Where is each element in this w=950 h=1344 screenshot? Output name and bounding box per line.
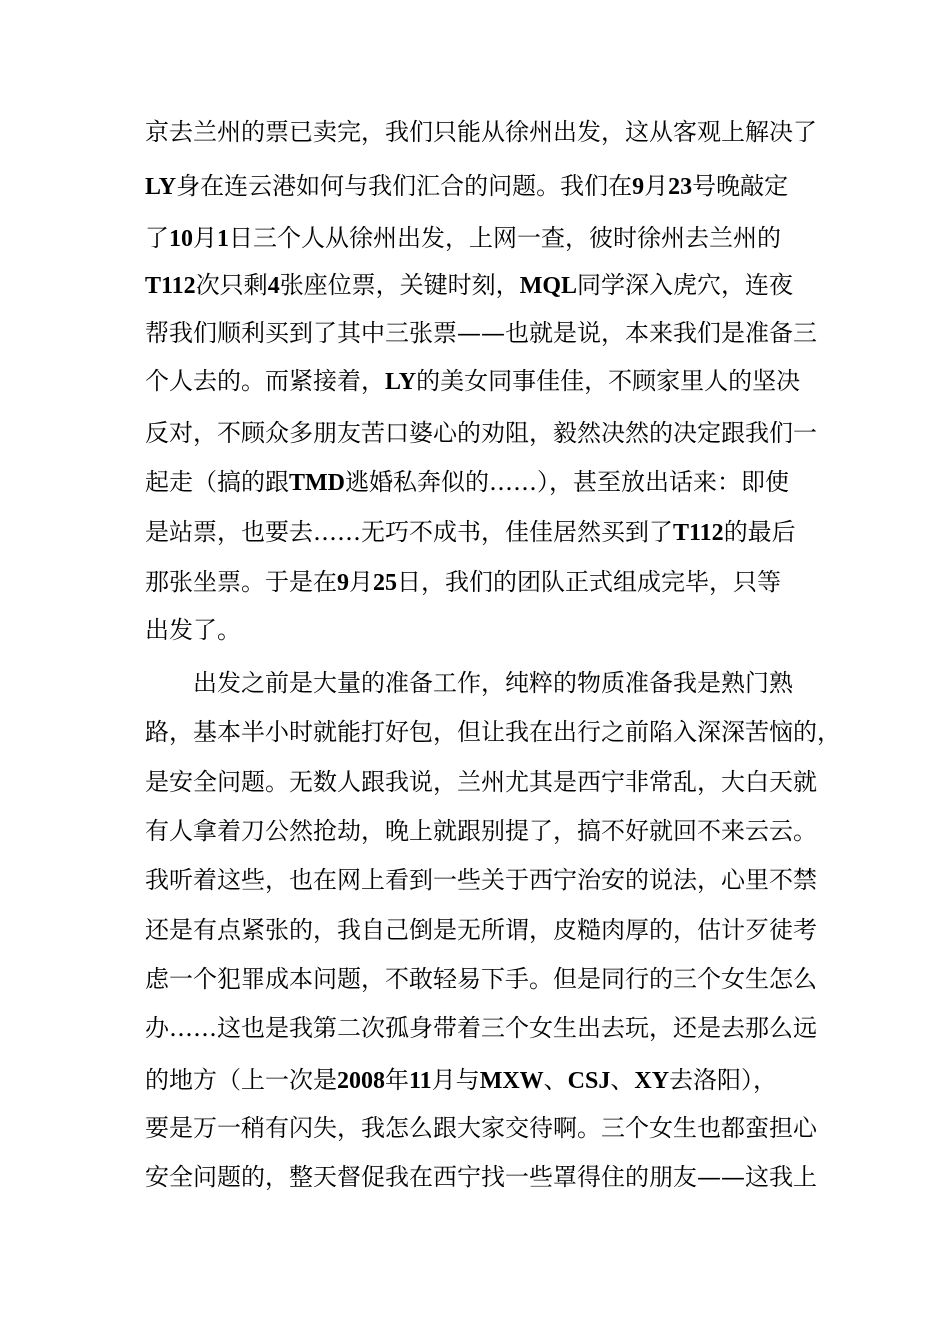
- text-line: 路，基本半小时就能打好包，但让我在出行之前陷入深深苦恼的，: [145, 718, 841, 746]
- text-line: 是站票，也要去……无巧不成书，佳佳居然买到了T112的最后: [145, 518, 796, 546]
- text-line: 的地方（上一次是2008年11月与MXW、CSJ、XY去洛阳），: [145, 1066, 778, 1094]
- text-line: 要是万一稍有闪失，我怎么跟大家交待啊。三个女生也都蛮担心: [145, 1114, 817, 1142]
- text-line: 那张坐票。于是在9月25日，我们的团队正式组成完毕，只等: [145, 568, 781, 596]
- text-line: 有人拿着刀公然抢劫，晚上就跟别提了，搞不好就回不来云云。: [145, 817, 817, 845]
- text-line: 虑一个犯罪成本问题，不敢轻易下手。但是同行的三个女生怎么: [145, 965, 817, 993]
- text-line: 是安全问题。无数人跟我说，兰州尤其是西宁非常乱，大白天就: [145, 768, 817, 796]
- text-line: 我听着这些，也在网上看到一些关于西宁治安的说法，心里不禁: [145, 866, 817, 894]
- text-line: 了10月1日三个人从徐州出发，上网一查，彼时徐州去兰州的: [145, 224, 781, 252]
- text-line: 起走（搞的跟TMD逃婚私奔似的……），甚至放出话来：即使: [145, 468, 789, 496]
- text-line: 还是有点紧张的，我自己倒是无所谓，皮糙肉厚的，估计歹徒考: [145, 916, 817, 944]
- text-line: 出发了。: [145, 616, 241, 644]
- text-line: 安全问题的，整天督促我在西宁找一些罩得住的朋友——这我上: [145, 1163, 817, 1191]
- text-line: 京去兰州的票已卖完，我们只能从徐州出发，这从客观上解决了: [145, 118, 817, 146]
- text-line: 帮我们顺利买到了其中三张票——也就是说，本来我们是准备三: [145, 319, 817, 347]
- paragraph-first-line: 出发之前是大量的准备工作，纯粹的物质准备我是熟门熟: [193, 669, 793, 697]
- text-line: T112次只剩4张座位票，关键时刻，MQL同学深入虎穴，连夜: [145, 271, 794, 299]
- text-line: 办……这也是我第二次孤身带着三个女生出去玩，还是去那么远: [145, 1014, 817, 1042]
- text-line: LY身在连云港如何与我们汇合的问题。我们在9月23号晚敲定: [145, 172, 789, 200]
- text-line: 反对，不顾众多朋友苦口婆心的劝阻，毅然决然的决定跟我们一: [145, 419, 817, 447]
- text-line: 个人去的。而紧接着，LY的美女同事佳佳，不顾家里人的坚决: [145, 367, 801, 395]
